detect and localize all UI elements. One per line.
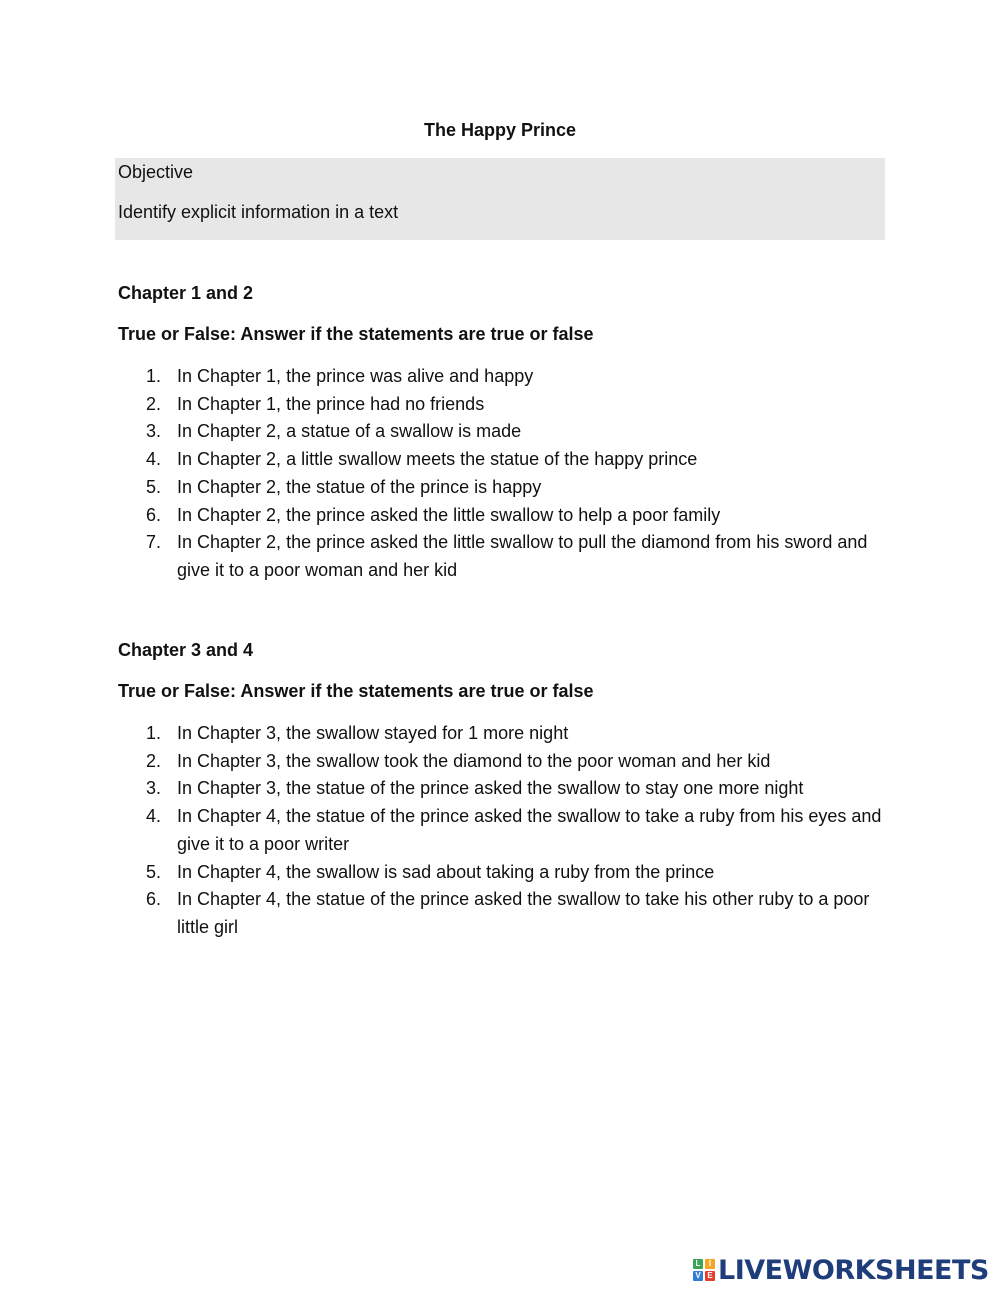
item-text: In Chapter 4, the statue of the prince asked the swallow to take his other ruby to a poor little girl	[177, 889, 870, 937]
item-text: In Chapter 4, the statue of the prince asked the swallow to take a ruby from his eyes and give it to a poor writer	[177, 806, 882, 854]
logo-text: LIVEWORKSHEETS	[718, 1254, 989, 1286]
section-heading: Chapter 1 and 2	[118, 283, 254, 303]
item-number: 7.	[146, 532, 162, 553]
list-item	[118, 775, 888, 803]
item-text: In Chapter 1, the prince was alive and happy	[177, 366, 534, 386]
section-instruction: True or False: Answer if the statements are true or false	[118, 681, 594, 701]
logo-tile-v: V	[693, 1271, 703, 1281]
item-text: In Chapter 2, the statue of the prince is happy	[177, 476, 542, 497]
list-item	[118, 474, 888, 502]
objective-label: Objective	[118, 162, 194, 182]
list-item	[118, 720, 888, 748]
item-number: 5.	[146, 476, 162, 497]
list-item	[118, 748, 888, 776]
list-item	[118, 502, 888, 530]
item-number: 2.	[146, 393, 162, 414]
logo-tile-l: L	[693, 1259, 703, 1269]
list-item	[118, 803, 888, 858]
liveworksheets-logo[interactable]	[693, 1254, 989, 1286]
list-item	[118, 529, 888, 584]
item-number: 6.	[146, 889, 162, 910]
list-item	[118, 391, 888, 419]
section-heading: Chapter 3 and 4	[118, 640, 254, 660]
item-number: 4.	[146, 806, 162, 827]
item-text: In Chapter 2, a statue of a swallow is made	[177, 421, 522, 442]
item-text: In Chapter 3, the statue of the prince asked the swallow to stay one more night	[177, 778, 804, 799]
page-title: The Happy Prince	[423, 120, 577, 140]
item-number: 5.	[146, 861, 162, 882]
item-text: In Chapter 3, the swallow took the diamond to the poor woman and her kid	[177, 750, 771, 771]
list-item	[118, 418, 888, 446]
item-number: 2.	[146, 750, 162, 771]
section-instruction: True or False: Answer if the statements are true or false	[118, 324, 594, 344]
section-chapter-3-4	[118, 638, 888, 942]
item-number: 4.	[146, 449, 162, 470]
question-list	[118, 363, 888, 585]
list-item	[118, 859, 888, 887]
logo-icon	[693, 1259, 715, 1281]
list-item	[118, 363, 888, 391]
list-item	[118, 886, 888, 941]
item-text: In Chapter 4, the swallow is sad about taking a ruby from the prince	[177, 861, 715, 882]
item-number: 1.	[146, 366, 162, 386]
objective-text: Identify explicit information in a text	[118, 202, 399, 222]
item-number: 6.	[146, 504, 162, 525]
objective-box	[115, 158, 885, 240]
list-item	[118, 446, 888, 474]
item-number: 3.	[146, 421, 162, 442]
item-number: 1.	[146, 723, 162, 743]
logo-tile-e: E	[705, 1271, 715, 1281]
item-text: In Chapter 2, the prince asked the little swallow to help a poor family	[177, 504, 721, 525]
item-text: In Chapter 2, the prince asked the little swallow to pull the diamond from his sword and give it to a poor woman and her kid	[177, 532, 868, 580]
logo-tile-i: I	[705, 1259, 715, 1269]
section-chapter-1-2	[118, 281, 888, 585]
item-number: 3.	[146, 778, 162, 799]
item-text: In Chapter 3, the swallow stayed for 1 more night	[177, 723, 569, 743]
item-text: In Chapter 2, a little swallow meets the statue of the happy prince	[177, 449, 698, 470]
item-text: In Chapter 1, the prince had no friends	[177, 393, 485, 414]
question-list	[118, 720, 888, 942]
